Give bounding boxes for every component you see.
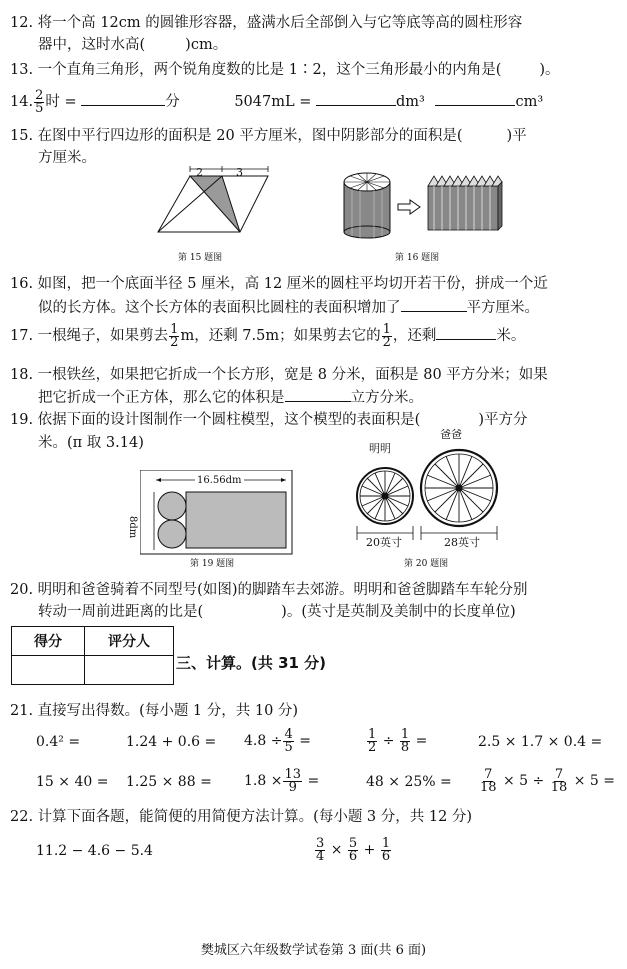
expr-2-num-c: 1 xyxy=(381,835,391,851)
q16-blank[interactable] xyxy=(401,298,467,312)
calc-4-den-b: 8 xyxy=(400,739,410,755)
q15-end: )平 xyxy=(506,128,527,144)
q17-line xyxy=(10,322,525,350)
q20-line2 xyxy=(38,603,516,621)
calc-8-eq: = xyxy=(307,773,320,789)
q14-cm3: cm³ xyxy=(515,94,544,110)
score-table xyxy=(11,626,174,685)
fig15-label-a: 2 xyxy=(196,166,203,179)
q21-title: 21. 直接写出得数。(每小题 1 分，共 10 分) xyxy=(10,703,299,719)
q18-line1: 18. 一根铁丝，如果把它折成一个长方形，宽是 8 分米，面积是 80 平方分米；如果 xyxy=(10,367,548,383)
calc-4-eq: = xyxy=(415,733,428,749)
calc-3-den: 5 xyxy=(284,739,293,755)
fig19-caption: 第 19 题图 xyxy=(190,559,235,569)
fig20-wheels xyxy=(355,440,505,540)
score-header: 得分 xyxy=(12,627,85,656)
fig16-caption: 第 16 题图 xyxy=(395,253,440,263)
calc-7: 1.25 × 88 = xyxy=(126,774,212,790)
calc-9: 48 × 25% = xyxy=(366,774,452,790)
calc-3-a: 4.8 ÷ xyxy=(244,733,283,749)
q17-fraction-2 xyxy=(382,321,392,350)
calc-10-den-b: 18 xyxy=(550,779,568,795)
q17-blank[interactable] xyxy=(436,326,496,340)
q16-line2 xyxy=(38,298,539,317)
q15-text: 15. 在图中平行四边形的面积是 20 平方厘米，图中阴影部分的面积是( xyxy=(10,128,463,144)
calc-10-num-b: 7 xyxy=(554,766,564,782)
q14-frac-num: 2 xyxy=(35,87,44,103)
calc-6: 15 × 40 = xyxy=(36,774,109,790)
expr-2-den-a: 4 xyxy=(316,848,325,864)
fig20-left-label: 明明 xyxy=(369,442,391,455)
q12-line1: 12. 将一个高 12cm 的圆锥形容器，盛满水后全部倒入与它等底等高的圆柱形容 xyxy=(10,15,523,31)
q14-minute: 分 xyxy=(165,94,180,110)
q12-unit: )cm。 xyxy=(185,37,228,53)
q14-ml: 5047mL = xyxy=(234,94,312,110)
calc-4-op: ÷ xyxy=(382,733,395,749)
fig20-left-size: 20英寸 xyxy=(366,536,402,549)
fig16-cylinder-to-cuboid xyxy=(338,166,508,246)
q17-frac2-num: 1 xyxy=(382,321,391,337)
fig19-height-label: 8dm xyxy=(127,516,138,539)
q19-end: )平方分 xyxy=(478,412,528,428)
expr-2-op1: × xyxy=(330,842,343,858)
q14-line xyxy=(10,88,543,116)
expr-2 xyxy=(314,834,392,866)
q13-text: 13. 一个直角三角形，两个锐角度数的比是 1∶2，这个三角形最小的内角是( xyxy=(10,62,502,78)
expr-2-num-a: 3 xyxy=(316,835,325,851)
q18-unit: 立方分米。 xyxy=(350,390,423,406)
q20-text: 转动一周前进距离的比是( xyxy=(38,604,204,620)
q17-unit: 米。 xyxy=(496,328,526,344)
grader-header: 评分人 xyxy=(85,627,174,656)
q14-num: 14. xyxy=(10,94,34,110)
score-cell[interactable] xyxy=(12,656,85,685)
calc-3-eq: = xyxy=(299,733,311,749)
calc-8-num: 13 xyxy=(284,766,301,782)
q17-text-c: ，还剩 xyxy=(392,328,437,344)
expr-2-den-b: 6 xyxy=(348,848,358,864)
fig19-width-label: 16.56dm xyxy=(197,475,242,486)
q17-text-b: m，还剩 7.5m；如果剪去它的 xyxy=(180,328,381,344)
expr-2-den-c: 6 xyxy=(381,848,391,864)
calc-10-den-a: 18 xyxy=(480,779,497,795)
expr-2-op2: + xyxy=(363,842,376,858)
q16-text: 似的长方体。这个长方体的表面积比圆柱的表面积增加了 xyxy=(38,300,401,316)
expr-1: 11.2 − 4.6 − 5.4 xyxy=(36,843,153,859)
grader-cell[interactable] xyxy=(85,656,174,685)
expr-2-num-b: 5 xyxy=(348,835,358,851)
calc-2: 1.24 + 0.6 = xyxy=(126,734,217,750)
calc-10-op2: × 5 = xyxy=(573,773,616,789)
page-footer: 樊城区六年级数学试卷第 3 面(共 6 面) xyxy=(200,943,427,958)
q14-blank-2[interactable] xyxy=(316,92,396,106)
q16-unit: 平方厘米。 xyxy=(466,300,539,316)
q17-frac1-den: 2 xyxy=(170,334,179,350)
q14-blank-1[interactable] xyxy=(81,92,165,106)
calc-1: 0.4² = xyxy=(36,734,81,750)
fig20-right-label: 爸爸 xyxy=(440,428,462,441)
q12-line2 xyxy=(38,36,227,54)
calc-4-num-b: 1 xyxy=(400,726,410,742)
section-3-title: 三、计算。(共 31 分) xyxy=(176,654,327,672)
calc-3-num: 4 xyxy=(284,726,293,742)
calc-8-den: 9 xyxy=(288,779,297,795)
q14-dm3: dm³ xyxy=(395,94,425,110)
q15-line1 xyxy=(10,127,527,145)
q17-frac1-num: 1 xyxy=(170,321,179,337)
calc-4 xyxy=(366,726,427,756)
q14-hour: 时 = xyxy=(45,94,77,110)
q12-text: 器中，这时水高( xyxy=(38,37,146,53)
calc-10-op1: × 5 ÷ xyxy=(503,773,545,789)
calc-4-num-a: 1 xyxy=(368,726,377,742)
fig15-label-b: 3 xyxy=(236,166,243,179)
q17-text-a: 17. 一根绳子，如果剪去 xyxy=(10,328,169,344)
calc-10 xyxy=(478,766,615,796)
q14-fraction xyxy=(34,87,44,116)
q20-line1: 20. 明明和爸爸骑着不同型号(如图)的脚踏车去郊游。明明和爸爸脚踏车车轮分别 xyxy=(10,582,528,598)
calc-3 xyxy=(244,726,311,756)
calc-5: 2.5 × 1.7 × 0.4 = xyxy=(478,734,603,750)
calc-8 xyxy=(244,766,319,796)
calc-10-num-a: 7 xyxy=(484,766,493,782)
q14-blank-3[interactable] xyxy=(435,92,515,106)
q15-line2: 方厘米。 xyxy=(38,150,96,166)
q18-blank[interactable] xyxy=(285,388,351,402)
q13-line xyxy=(10,61,560,79)
q17-frac2-den: 2 xyxy=(382,334,391,350)
fig20-right-size: 28英寸 xyxy=(444,536,480,549)
calc-8-a: 1.8 × xyxy=(244,773,283,789)
q18-line2 xyxy=(38,388,423,407)
fig15-caption: 第 15 题图 xyxy=(178,253,223,263)
q19-text: 19. 依据下面的设计图制作一个圆柱模型，这个模型的表面积是( xyxy=(10,412,421,428)
q20-end: )。(英寸是英制及美制中的长度单位) xyxy=(281,604,516,620)
calc-4-den-a: 2 xyxy=(368,739,377,755)
q19-line2: 米。(π 取 3.14) xyxy=(38,435,144,451)
q18-text: 把它折成一个正方体，那么它的体积是 xyxy=(38,390,285,406)
q17-fraction-1 xyxy=(169,321,179,350)
q14-frac-den: 5 xyxy=(35,100,44,116)
fig15-parallelogram xyxy=(150,166,280,246)
q16-line1: 16. 如图，把一个底面半径 5 厘米，高 12 厘米的圆柱平均切开若干份，拼成一个近 xyxy=(10,276,548,292)
fig20-caption: 第 20 题图 xyxy=(404,559,449,569)
q13-end: )。 xyxy=(539,62,560,78)
q22-title: 22. 计算下面各题，能简便的用简便方法计算。(每小题 3 分，共 12 分) xyxy=(10,809,473,825)
